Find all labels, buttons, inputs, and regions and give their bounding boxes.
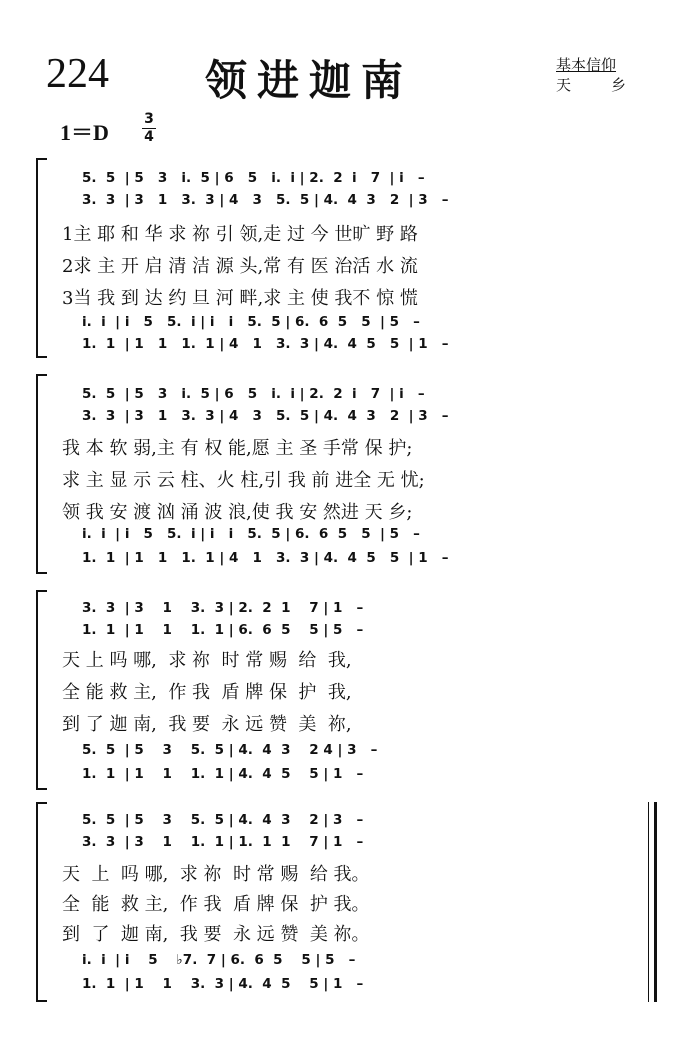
voice-alto: 3. 3 | 3 1 3. 3 | 4 3 5. 5 | 4. 4 3 2 | 3 –: [82, 408, 449, 424]
voice-tenor: i. i | i 5 ♭7. 7 | 6. 6 5 5 | 5 –: [82, 952, 356, 968]
final-barline-thick: [654, 802, 657, 1002]
voice-bass: 1. 1 | 1 1 3. 3 | 4. 4 5 5 | 1 –: [82, 976, 364, 992]
lyric-line: 天 上 吗 哪, 求 祢 时 常 赐 给 我,: [62, 650, 352, 671]
voice-tenor: 5. 5 | 5 3 5. 5 | 4. 4 3 2 4 | 3 –: [82, 742, 378, 758]
voice-soprano: 5. 5 | 5 3 i. 5 | 6 5 i. i | 2. 2 i 7 | i –: [82, 170, 425, 186]
key-signature: 1＝D: [60, 120, 109, 145]
voice-bass: 1. 1 | 1 1 1. 1 | 4. 4 5 5 | 1 –: [82, 766, 364, 782]
voice-tenor: i. i | i 5 5. i | i i 5. 5 | 6. 6 5 5 | 5 –: [82, 314, 420, 330]
lyric-line: 全 能 救 主, 作 我 盾 牌 保 护 我。: [62, 894, 370, 915]
system-bracket: [36, 374, 47, 574]
hymn-category: 基本信仰: [556, 56, 617, 74]
lyric-line: 领 我 安 渡 汹 涌 波 浪,使 我 安 然进 天 乡;: [62, 502, 413, 523]
time-signature-bottom: 4: [144, 129, 154, 145]
lyric-line: 1主 耶 和 华 求 祢 引 领,走 过 今 世旷 野 路: [62, 224, 418, 245]
lyric-line: 2求 主 开 启 清 洁 源 头,常 有 医 治活 水 流: [62, 256, 418, 277]
music-system-1: [32, 158, 672, 358]
system-bracket: [36, 158, 47, 358]
hymn-author: 天乡: [556, 76, 667, 94]
voice-bass: 1. 1 | 1 1 1. 1 | 4 1 3. 3 | 4. 4 5 5 | 1 –: [82, 550, 449, 566]
lyric-line: 全 能 救 主, 作 我 盾 牌 保 护 我,: [62, 682, 352, 703]
lyric-line: 到 了 迦 南, 我 要 永 远 赞 美 祢。: [62, 924, 370, 945]
lyric-line: 到 了 迦 南, 我 要 永 远 赞 美 祢,: [62, 714, 352, 735]
voice-soprano: 3. 3 | 3 1 3. 3 | 2. 2 1 7 | 1 –: [82, 600, 364, 616]
lyric-line: 求 主 显 示 云 柱、火 柱,引 我 前 进全 无 忧;: [62, 470, 425, 491]
voice-soprano: 5. 5 | 5 3 5. 5 | 4. 4 3 2 | 3 –: [82, 812, 364, 828]
lyric-line: 我 本 软 弱,主 有 权 能,愿 主 圣 手常 保 护;: [62, 438, 413, 459]
voice-tenor: i. i | i 5 5. i | i i 5. 5 | 6. 6 5 5 | 5 –: [82, 526, 420, 542]
lyric-line: 3当 我 到 达 约 旦 河 畔,求 主 使 我不 惊 慌: [62, 288, 418, 309]
voice-alto: 1. 1 | 1 1 1. 1 | 6. 6 5 5 | 5 –: [82, 622, 364, 638]
system-bracket: [36, 802, 47, 1002]
voice-bass: 1. 1 | 1 1 1. 1 | 4 1 3. 3 | 4. 4 5 5 | 1 –: [82, 336, 449, 352]
voice-alto: 3. 3 | 3 1 3. 3 | 4 3 5. 5 | 4. 4 3 2 | 3 –: [82, 192, 449, 208]
lyric-line: 天 上 吗 哪, 求 祢 时 常 赐 给 我。: [62, 864, 370, 885]
final-barline-thin: [648, 802, 649, 1002]
hymn-title: 领进迦南: [205, 56, 414, 105]
voice-alto: 3. 3 | 3 1 1. 1 | 1. 1 1 7 | 1 –: [82, 834, 364, 850]
music-system-4: [32, 802, 672, 1002]
system-bracket: [36, 590, 47, 790]
voice-soprano: 5. 5 | 5 3 i. 5 | 6 5 i. i | 2. 2 i 7 | i –: [82, 386, 425, 402]
time-signature-top: 3: [144, 111, 154, 127]
music-system-2: [32, 374, 672, 574]
time-signature: [142, 112, 156, 145]
hymn-number: 224: [46, 51, 109, 97]
music-system-3: [32, 590, 672, 790]
